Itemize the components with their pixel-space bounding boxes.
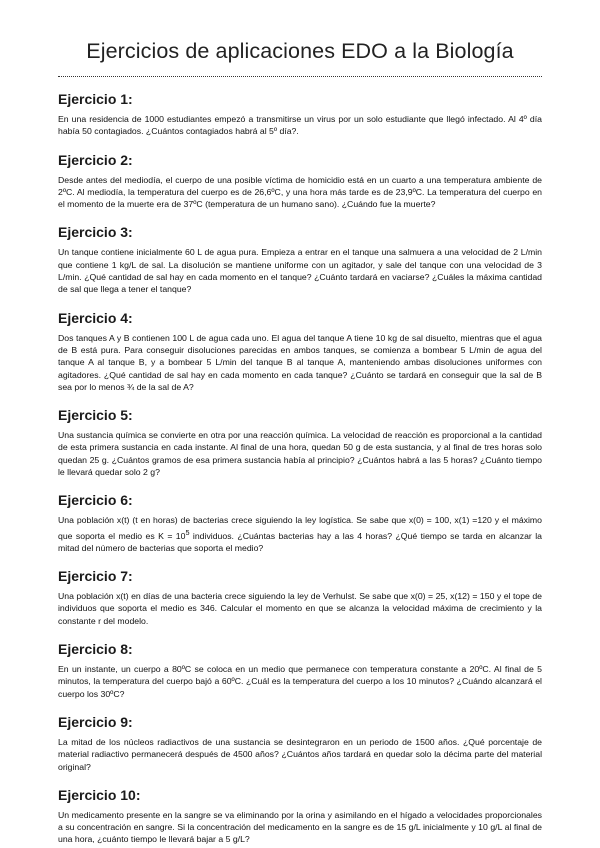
exercise-9 — [58, 714, 542, 773]
exercise-text: En una residencia de 1000 estudiantes empezó a transmitirse un virus por un solo estudiante que llegó infectado. Al 4º día había 50 contagiados. ¿Cuántos contagiados habrá al 5º día?. — [58, 114, 542, 137]
exercise-8 — [58, 641, 542, 700]
exercise-text: Dos tanques A y B contienen 100 L de agua cada uno. El agua del tanque A tiene 10 kg de sal disuelto, mientras que el agua de B está pura. Para conseguir disoluciones parecidas en ambos tanques, se comienza a bombear 5 L/min de agua del tanque A al tanque B, y a bombear 5 L/min del tanque B al tanque A, manteniendo ambas disoluciones uniformes con agitadores. ¿Qué cantidad de sal hay en cada momento en cada tanque? ¿Cuánto se tardará en conseguir que la sal de B sea por lo menos ¾ de la sal de A? — [58, 332, 542, 392]
title-divider — [58, 76, 542, 77]
exercise-heading: Ejercicio 2: — [58, 151, 133, 168]
exercise-text: Un medicamento presente en la sangre se va eliminando por la orina y asimilando en el hígado a velocidades proporcionales a su concentración en sangre. Si la concentración del medicamento en la sangre es de 15 g/L inicialmente y 10 g/L al final de una hora, ¿cuánto tiempo le llevará bajar a 5 g/L? — [58, 809, 542, 845]
exercise-text: La mitad de los núcleos radiactivos de una sustancia se desintegraron en un periodo de 1500 años. ¿Qué porcentaje de material radiactivo permanecerá después de 4500 años? ¿Cuántos años tardará en quedar solo la décima parte del material original? — [58, 736, 542, 772]
exercise-3 — [58, 224, 542, 295]
exercise-heading: Ejercicio 6: — [58, 492, 133, 509]
exercise-heading: Ejercicio 3: — [58, 224, 133, 241]
exercise-heading: Ejercicio 8: — [58, 641, 133, 658]
exercise-4 — [58, 310, 542, 393]
exercise-heading: Ejercicio 7: — [58, 568, 133, 585]
exercise-text: En un instante, un cuerpo a 80ºC se coloca en un medio que permanece con temperatura constante a 20ºC. Al final de 5 minutos, la temperatura del cuerpo bajó a 60ºC. ¿Cuál es la temperatura del cuerpo a los 10 minutos? ¿Cuándo alcanzará el cuerpo los 30ºC? — [58, 664, 542, 699]
exercise-heading: Ejercicio 10: — [58, 786, 141, 803]
exercise-text: Desde antes del mediodía, el cuerpo de una posible víctima de homicidio está en un cuarto a una temperatura ambiente de 2ºC. Al mediodía, la temperatura del cuerpo es de 26,6ºC, y una hora más tarde es de 23,9ºC. La temperatura del cuerpo en el momento de la muerte era de 37ºC (temperatura de un humano sano). ¿Cuándo fue la muerte? — [58, 174, 542, 210]
exercise-1 — [58, 91, 542, 138]
exercise-text-part: individuos. ¿Cuántas bacterias hay a las 4 horas? ¿Qué tiempo se tarda en alcanzar la mitad del número de bacterias que soporta el medio? — [58, 530, 542, 553]
exercise-text-part: Una población x(t) (t en horas) de bacterias crece siguiendo la ley logística. Se sabe que x(0) = 100, x(1) =120 y el máximo que soporta el medio es K = 10 — [58, 515, 542, 541]
document-title: Ejercicios de aplicaciones EDO a la Biología — [86, 39, 514, 63]
exercise-heading: Ejercicio 9: — [58, 713, 133, 730]
exercise-heading: Ejercicio 5: — [58, 407, 133, 424]
exercise-text: Una población x(t) en días de una bacteria crece siguiendo la ley de Verhulst. Se sabe que x(0) = 25, x(12) = 150 y el tope de individuos que soporta el medio es 346. Calcular el momento en que se alcanza la velocidad máxima de crecimiento y la constante r del modelo. — [58, 591, 542, 626]
exercise-text: Un tanque contiene inicialmente 60 L de agua pura. Empieza a entrar en el tanque una salmuera a una velocidad de 2 L/min que contiene 1 kg/L de sal. La disolución se mantiene uniforme con un agitador, y sale del tanque con una velocidad de 3 L/min. ¿Qué cantidad de sal hay en cada momento en el tanque? ¿Cuánto tardará en vaciarse? ¿Cuáles la máxima cantidad de sal que llega a tener el tanque? — [58, 247, 542, 295]
exercise-heading: Ejercicio 1: — [58, 91, 133, 107]
exercise-10 — [58, 787, 542, 846]
exponent: 5 — [185, 527, 190, 537]
exercise-text: Una sustancia química se convierte en otra por una reacción química. La velocidad de reacción es proporcional a la cantidad de esta primera sustancia en cada instante. Al final de una hora, quedan 50 g de esta sustancia, y al final de tres horas solo quedan 25 g. ¿Cuántos gramos de esa primera sustancia había al principio? ¿Cuántos habrá a las 5 horas? ¿Cuánto tiempo le llevará quedar solo 2 g? — [58, 430, 542, 478]
exercise-text — [58, 514, 542, 554]
exercise-7 — [58, 568, 542, 627]
exercise-6 — [58, 492, 542, 554]
exercise-heading: Ejercicio 4: — [58, 309, 133, 326]
exercise-2 — [58, 152, 542, 211]
exercise-5 — [58, 407, 542, 478]
